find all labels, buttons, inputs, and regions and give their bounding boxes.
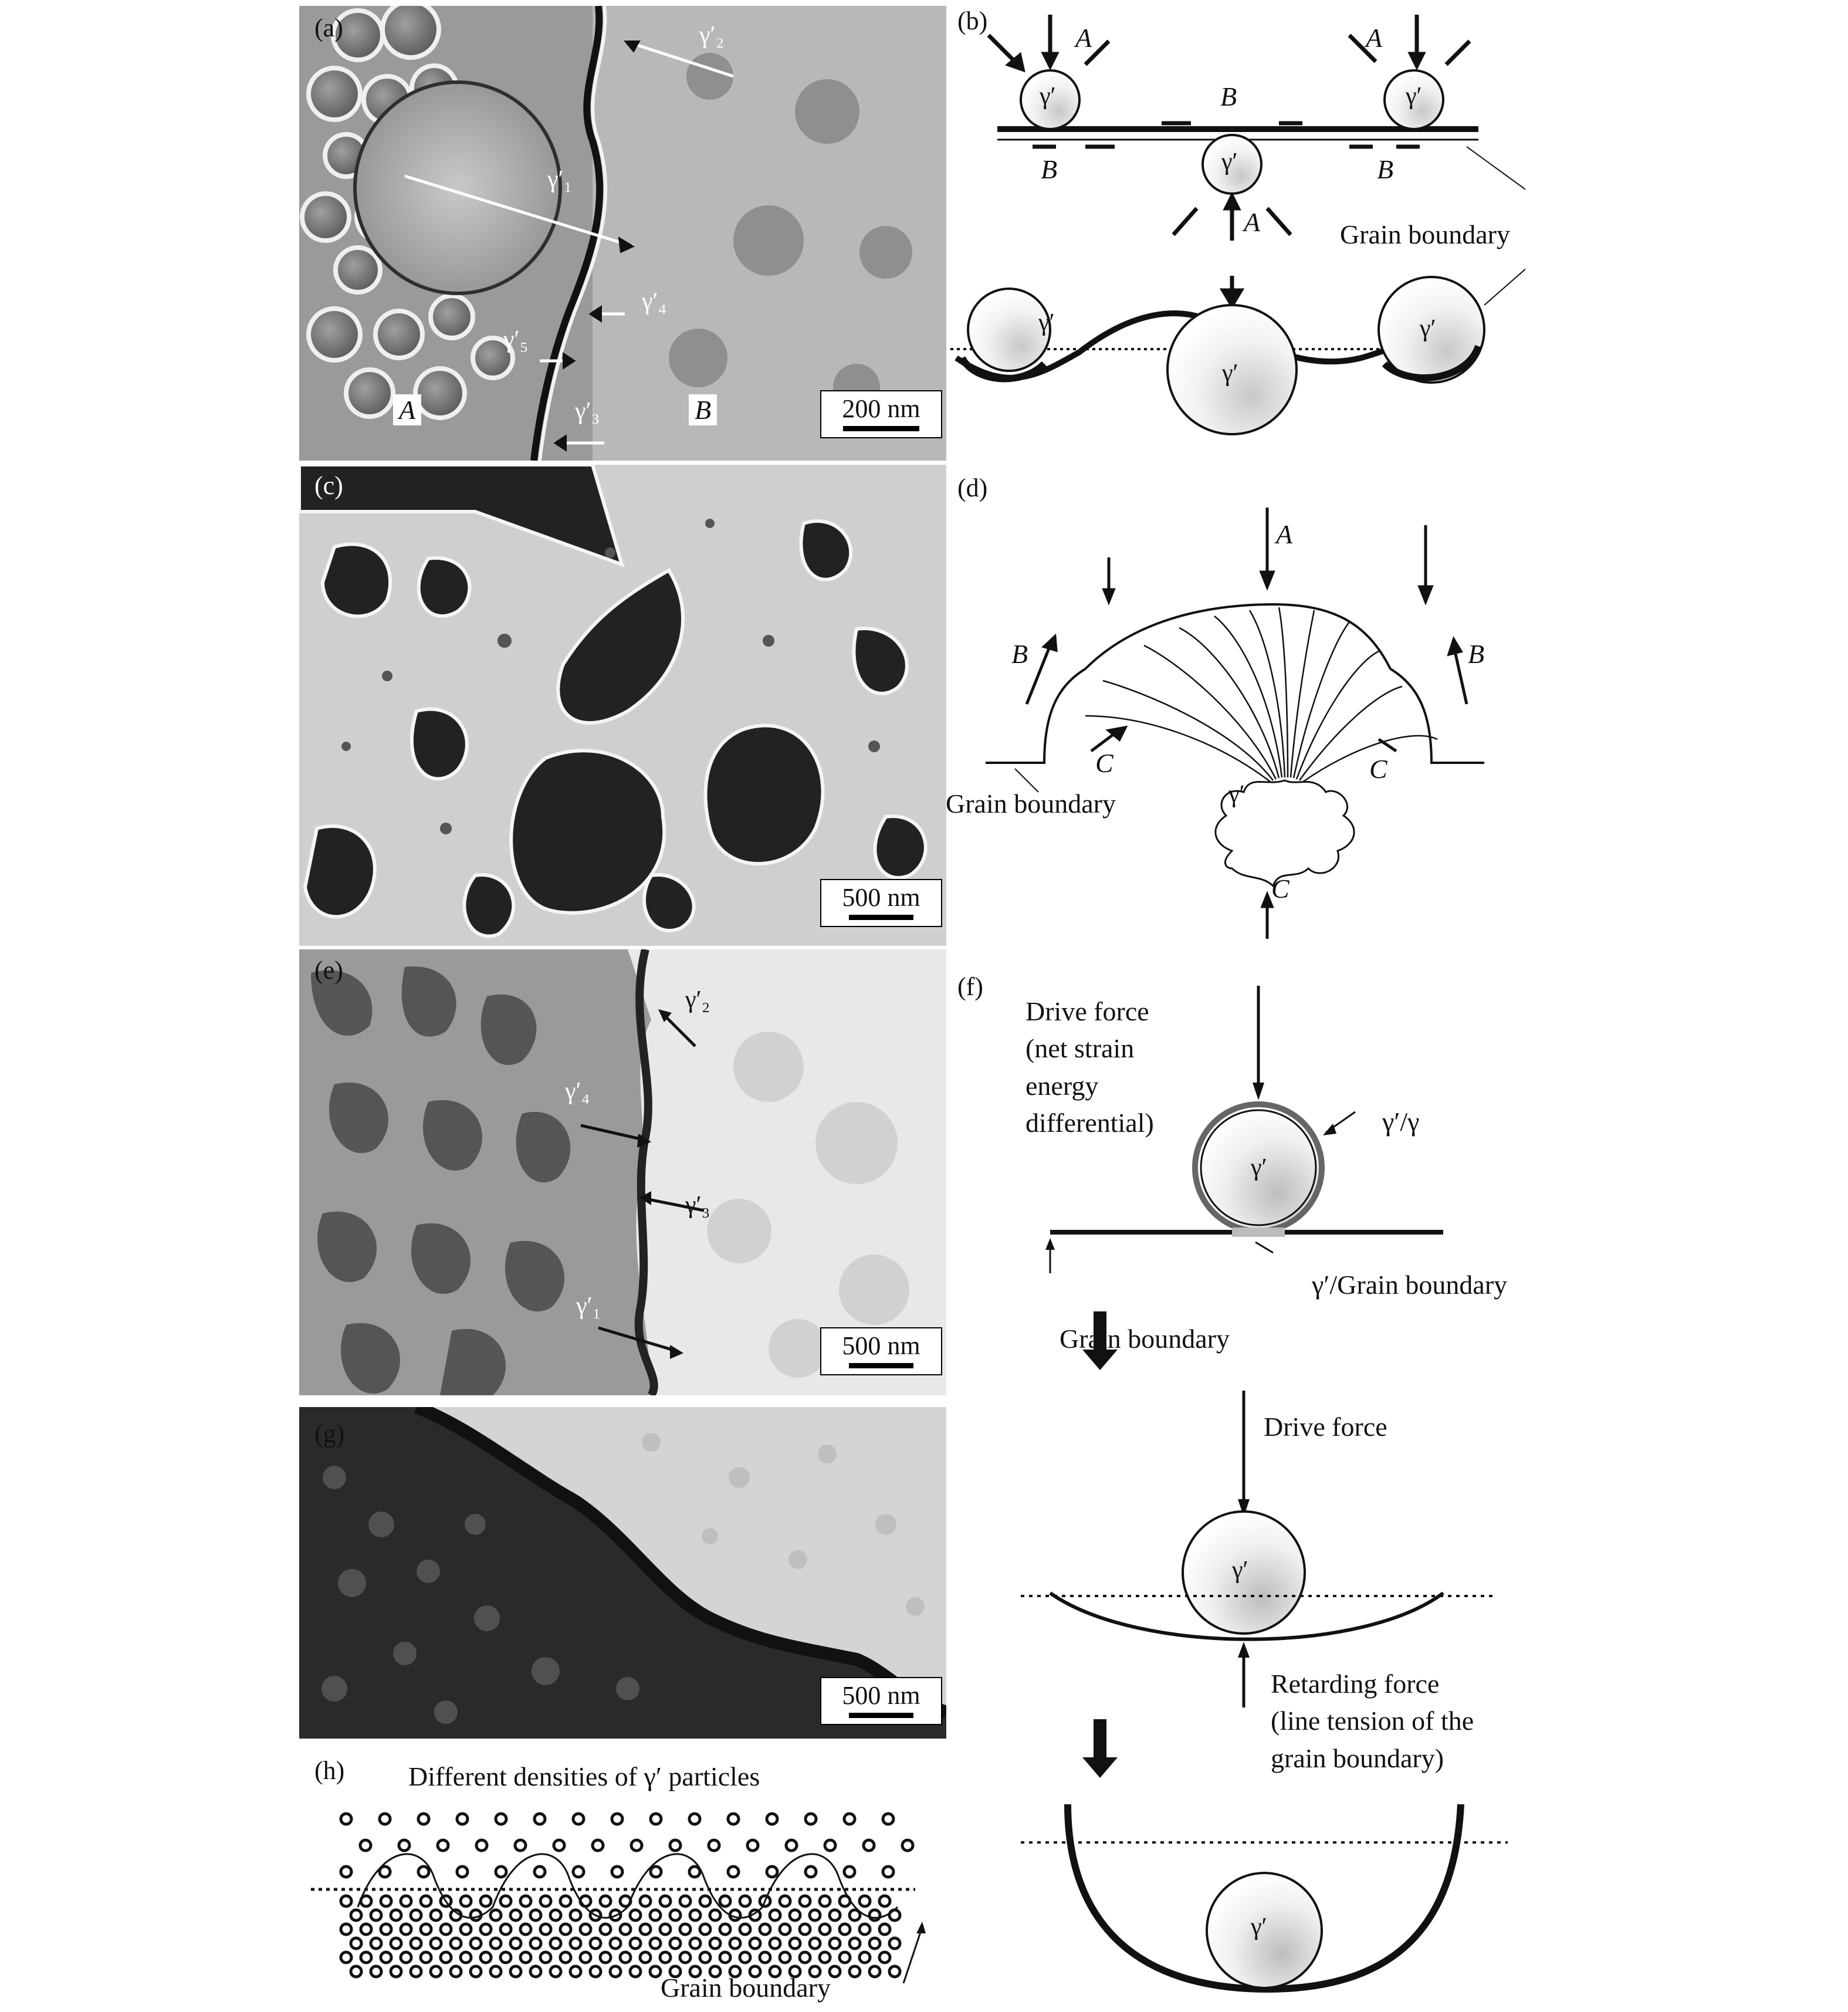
panel-h-schematic	[305, 1807, 950, 1983]
b-letter-a1: A	[1075, 23, 1092, 53]
gamma-4-label-a: γ′₄	[642, 288, 667, 315]
scale-bar-a	[820, 390, 942, 438]
f-drive-line-3: energy	[1025, 1070, 1099, 1101]
b-letter-b3: B	[1377, 154, 1394, 184]
b-grain-boundary-label: Grain boundary	[1340, 219, 1510, 249]
b-gamma-4: γ′	[1038, 309, 1055, 336]
panel-c-micrograph	[299, 465, 946, 946]
d-gamma: γ′	[1228, 781, 1245, 808]
panel-e-label: (e)	[314, 956, 343, 985]
f-drive-force-label: Drive force	[1264, 1412, 1387, 1442]
scale-bar-a-line	[843, 426, 919, 431]
d-letter-a: A	[1276, 519, 1293, 549]
b-gamma-1: γ′	[1040, 83, 1056, 110]
gamma-1-label-a: γ′₁	[547, 166, 573, 193]
panel-h-label: (h)	[314, 1756, 345, 1785]
b-letter-a3: A	[1244, 207, 1261, 237]
scale-bar-g-text: 500 nm	[842, 1681, 920, 1710]
scale-bar-c-text: 500 nm	[842, 883, 920, 912]
b-gamma-2: γ′	[1406, 83, 1422, 110]
gamma-2-label-a: γ′₂	[699, 22, 725, 49]
gamma-4-label-e: γ′₄	[565, 1078, 590, 1105]
d-letter-c3: C	[1271, 874, 1289, 904]
grain-a-label: A	[393, 394, 421, 425]
d-letter-b2: B	[1468, 639, 1485, 669]
b-letter-b1: B	[1220, 82, 1237, 111]
f-drive-line-4: differential)	[1025, 1108, 1154, 1138]
f-grain-boundary-label: Grain boundary	[1060, 1324, 1230, 1354]
scale-bar-g	[820, 1677, 942, 1725]
b-gamma-5: γ′	[1222, 360, 1238, 387]
panel-a-label: (a)	[314, 13, 343, 42]
f-retarding-line-1: Retarding force	[1271, 1669, 1440, 1699]
gamma-3-label-e: γ′₃	[685, 1192, 710, 1219]
panel-c-label: (c)	[314, 471, 343, 500]
panel-f-schematic	[997, 986, 1555, 1995]
f-interface-gg: γ′/γ	[1382, 1107, 1420, 1137]
gamma-2-label-e: γ′₂	[685, 986, 710, 1013]
b-gamma-3: γ′	[1221, 148, 1238, 175]
b-gamma-6: γ′	[1420, 315, 1436, 342]
f-drive-line-2: (net strain	[1025, 1033, 1135, 1064]
f-retarding-line-2: (line tension of the	[1271, 1706, 1474, 1736]
d-letter-c2: C	[1369, 754, 1387, 784]
scale-bar-c-line	[849, 915, 913, 920]
f-gamma-2: γ′	[1232, 1557, 1248, 1584]
panel-b-label: (b)	[957, 6, 988, 35]
panel-f-label: (f)	[957, 972, 983, 1001]
gamma-3-label-a: γ′₃	[575, 398, 600, 425]
d-letter-c1: C	[1095, 748, 1113, 778]
h-title: Different densities of γ′ particles	[408, 1761, 760, 1791]
scale-bar-a-text: 200 nm	[842, 394, 920, 423]
panel-d-schematic	[968, 493, 1555, 939]
scale-bar-e	[820, 1327, 942, 1375]
gamma-1-label-e: γ′₁	[576, 1293, 601, 1320]
b-letter-a2: A	[1366, 23, 1383, 53]
panel-d-label: (d)	[957, 474, 988, 502]
f-interface-gb: γ′/Grain boundary	[1312, 1270, 1508, 1300]
f-gamma-1: γ′	[1251, 1154, 1267, 1181]
h-particles	[341, 1814, 913, 1977]
scale-bar-e-line	[849, 1363, 913, 1368]
grain-b-label: B	[689, 394, 717, 425]
panel-g-label: (g)	[314, 1419, 345, 1448]
f-gamma-3: γ′	[1251, 1913, 1267, 1940]
scale-bar-e-text: 500 nm	[842, 1331, 920, 1360]
gamma-5-label-a: γ′₅	[503, 326, 529, 353]
f-drive-line-1: Drive force	[1025, 996, 1149, 1026]
scale-bar-g-line	[849, 1713, 913, 1718]
d-grain-boundary-label: Grain boundary	[946, 789, 1116, 819]
f-retarding-line-3: grain boundary)	[1271, 1743, 1444, 1773]
h-grain-boundary-label: Grain boundary	[661, 1973, 831, 2003]
scale-bar-c	[820, 879, 942, 927]
d-letter-b1: B	[1011, 639, 1028, 669]
f-retarding-force	[1271, 1665, 1474, 1777]
b-letter-b2: B	[1041, 154, 1058, 184]
